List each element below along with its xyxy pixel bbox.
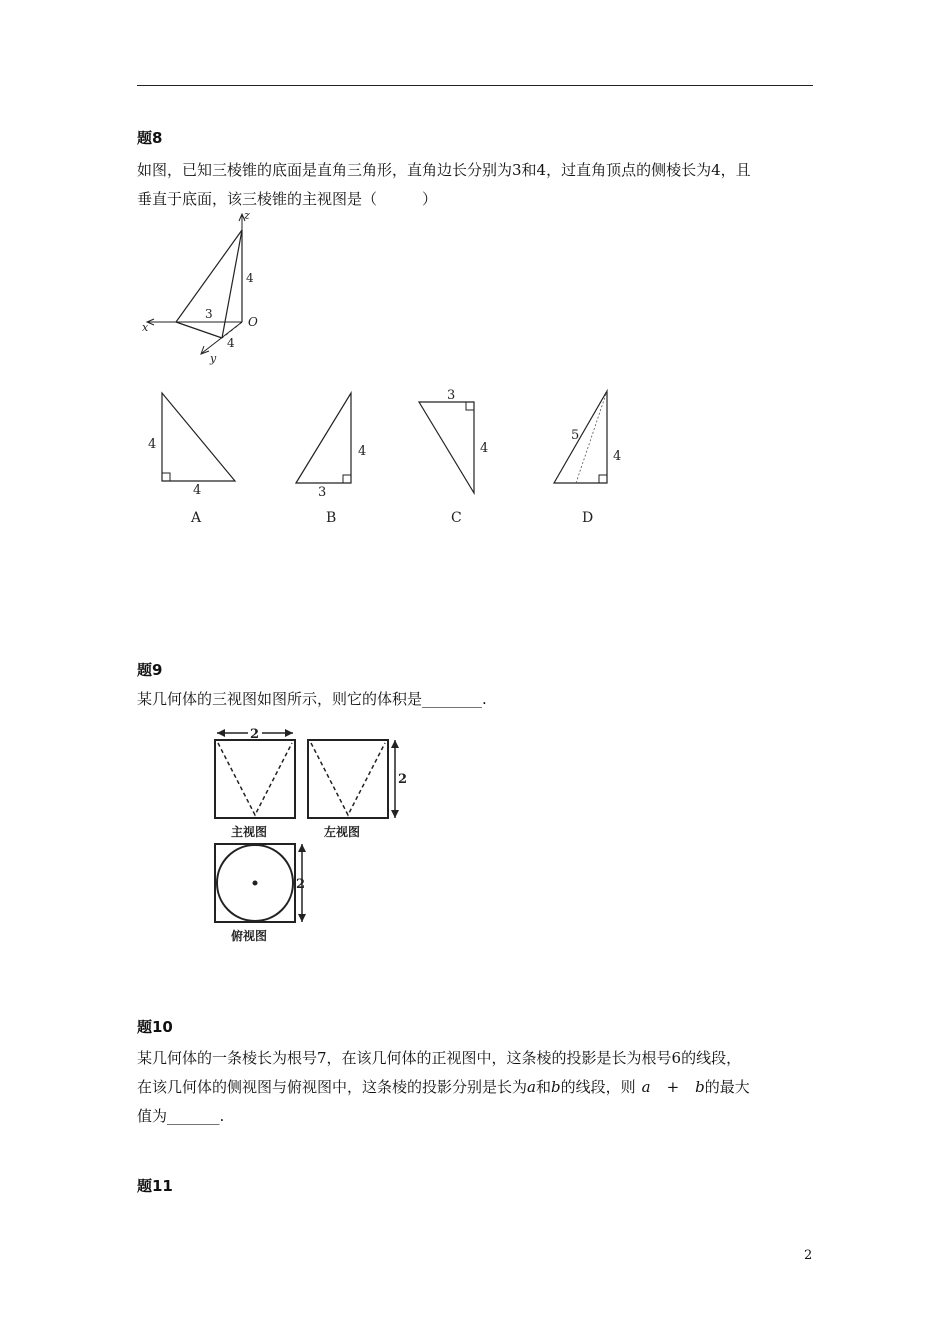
- line2-pre: 在该几何体的侧视图与俯视图中，这条棱的投影分别是长为: [137, 1078, 528, 1096]
- option-a-left-length: 4: [148, 437, 157, 452]
- question-9-title: 题9: [137, 661, 163, 679]
- question-10-line-3: 值为_______.: [137, 1107, 225, 1125]
- question-10-line-2: [137, 1073, 817, 1102]
- option-d-letter: D: [582, 510, 594, 526]
- question-10-text: [137, 1044, 817, 1131]
- top-view-label: 俯视图: [231, 929, 268, 943]
- option-d-right-length: 4: [613, 449, 622, 464]
- side-height-dimension: 2: [398, 772, 408, 787]
- question-10-line-1: 某几何体的一条棱长为根号7，在该几何体的正视图中，这条棱的投影是长为根号6的线段，: [137, 1049, 742, 1067]
- question-8-line-2: 垂直于底面，该三棱锥的主视图是（ ）: [137, 190, 438, 208]
- option-a-bottom-length: 4: [193, 483, 202, 498]
- option-b-right-length: 4: [358, 444, 367, 459]
- question-10-title: 题10: [137, 1018, 173, 1036]
- variable-a: a: [527, 1078, 536, 1096]
- option-d-figure[interactable]: [540, 385, 650, 530]
- line2-end: 的最大: [704, 1078, 750, 1096]
- expr-a: a: [641, 1078, 651, 1096]
- option-b-figure[interactable]: [285, 385, 395, 530]
- question-11-title: 题11: [137, 1177, 173, 1195]
- front-view-label: 主视图: [231, 825, 268, 839]
- front-width-dimension: 2: [250, 727, 260, 742]
- edge-z-length: 4: [246, 271, 254, 285]
- side-view-label: 左视图: [324, 825, 361, 839]
- page-number: 2: [804, 1248, 813, 1263]
- question-8-title: 题8: [137, 129, 163, 147]
- expr-plus: +: [666, 1078, 680, 1096]
- option-c-right-length: 4: [480, 441, 489, 456]
- option-c-letter: C: [451, 510, 462, 526]
- axis-x-label: x: [142, 321, 149, 334]
- option-b-bottom-length: 3: [318, 485, 327, 500]
- header-rule: [137, 85, 813, 86]
- axis-y-label: y: [210, 352, 217, 365]
- option-d-hypotenuse-length: 5: [571, 428, 580, 443]
- top-dimension: 2: [296, 877, 306, 892]
- question-9-text: [137, 685, 817, 714]
- expr-b: b: [695, 1078, 705, 1096]
- edge-x-length: 3: [205, 307, 213, 321]
- question-9-line-1: 某几何体的三视图如图所示，则它的体积是________.: [137, 690, 487, 708]
- option-c-top-length: 3: [447, 388, 456, 403]
- option-a-figure[interactable]: [140, 385, 250, 530]
- option-a-letter: A: [191, 510, 202, 526]
- option-b-letter: B: [326, 510, 337, 526]
- variable-b: b: [550, 1078, 561, 1096]
- option-c-figure[interactable]: [405, 385, 515, 530]
- edge-y-length: 4: [227, 336, 235, 350]
- axis-z-label: z: [244, 209, 250, 222]
- line2-post: 的线段，则: [560, 1078, 636, 1096]
- question-8-line-1: 如图，已知三棱锥的底面是直角三角形，直角边长分别为3和4，过直角顶点的侧棱长为4，且: [137, 161, 751, 179]
- origin-label: O: [248, 315, 258, 329]
- line2-mid: 和: [535, 1078, 551, 1096]
- question-8-pyramid-figure: [140, 205, 270, 365]
- question-9-three-views-figure: [205, 722, 415, 947]
